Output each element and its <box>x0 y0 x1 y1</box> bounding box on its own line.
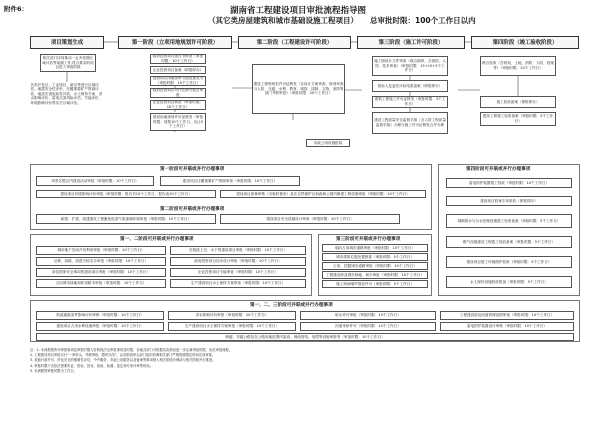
s1-enterprise-approval-text: 企业投资项目核准（审批时限：10个工作日） <box>152 100 204 109</box>
p4-item-text: 水土保持设施验收报备（审批时限：5个工作日） <box>470 279 548 284</box>
p12-item-text: 企业投资项目节能审查（审批时限：10个工作日） <box>197 270 279 275</box>
s1-enterprise-filing <box>150 66 206 74</box>
p123-bottom-row <box>36 333 574 341</box>
p1-item-text: 风景名胜区内建设活动审批（审批时限：10个工作日） <box>51 178 139 183</box>
p12-item-text: 涉及国家安全事项的建设项目审批（审批时限：10个工作日） <box>51 270 150 275</box>
panel-stage-1-2-title: 第一、二阶段可并联或并行办理事项 <box>120 237 194 242</box>
s1-enterprise-approval <box>150 100 206 110</box>
p4-item <box>446 178 572 188</box>
p4-item <box>446 236 572 248</box>
p4-item-text: 建设项目档案专项验收（即报即办） <box>480 198 538 203</box>
footnotes <box>30 348 580 374</box>
p123-item-text: 雷电防护装置设计审核（审批时限：10个工作日） <box>466 324 548 329</box>
stage-2-header: 第二阶段（工程建设许可阶段） <box>238 36 351 49</box>
p4-item <box>446 196 572 206</box>
s4-acceptance-filing-text: 竣工验收备案（即报即办） <box>496 99 540 104</box>
panel-stage-1-2-3-title: 第一、二、三阶段可并联或并行办理事项 <box>250 303 333 308</box>
footnote-line: 3. 其他行政许可、涉及安全的强制性评估、中介服务、市政公用服务以及备案等事项纳入相关阶段办理或与相关阶段并行推进。 <box>30 358 216 363</box>
s4-completion-filing <box>480 112 556 126</box>
p3-item <box>322 262 428 270</box>
p12-item <box>36 279 166 288</box>
panel-stage-3-title: 第三阶段可并联或并行办理事项 <box>336 237 401 242</box>
p123-bottom-row-text: 跨越、穿越公路及在公路用地范围内架设、埋设管线、电缆等设施审批等（审批时限：10个工作日） <box>225 334 385 339</box>
p3-item-text: 占用、挖掘城市道路审批（审批时限：10个工作日） <box>333 263 417 268</box>
p123-item-text: 洪水影响评价审批（审批时限：10个工作日） <box>195 313 269 318</box>
footnote-line: 注：1. 本流程图所列审批事项及审批时限为各阶段法定审批事项及时限，各地各部门可根据实际情况进一步压减审批时限，优化审批流程。 <box>30 348 233 352</box>
stage-0-note <box>30 82 104 132</box>
p3-item-text: 临时占用城市道路审批（审批时限：10个工作日） <box>334 245 416 250</box>
s1-feasibility <box>150 88 206 98</box>
p123-item <box>440 311 574 320</box>
time-limit: 总审批时限：100个工作日以内 <box>370 16 476 25</box>
page-title: 湖南省工程建设项目审批流程指导图 <box>230 6 367 16</box>
footnote-line: 4. 审批时限不含依法需要听证、招标、拍卖、检验、检测、鉴定和专家评审等时间。 <box>30 363 153 368</box>
s4-joint-acceptance <box>480 56 556 76</box>
p123-item-text: 航道通航条件影响评价审核（审批时限：10个工作日） <box>56 313 144 318</box>
p123-item <box>36 311 164 320</box>
s1-feasibility-text: 政府投资项目可行性研究报告审批 <box>152 88 204 97</box>
s3-construction-permit-text: 建筑工程施工许可证核发（审批时限：3个工作日） <box>374 97 446 106</box>
s2-utility-connection-text: 市政公用设施报装 <box>313 140 343 145</box>
p4-item <box>446 256 572 268</box>
p123-item <box>168 322 296 331</box>
footnote-line: 2. 工程建设项目审批实行"一家牵头、并联审批、限时办结"，由各阶段牵头部门组织协调相关部门严格按照限定时间完成审批。 <box>30 353 216 358</box>
p3-item <box>322 280 428 288</box>
p12-item <box>36 246 166 255</box>
p4-item-text: 城镇排水与污水处理设施竣工验收备案（审批时限：5个工作日） <box>457 218 561 223</box>
p2-item-text: 新建、扩建、改建建设工程避免危害气象探测环境审批（审批时限：10个工作日） <box>60 216 192 221</box>
stage-3-header: 第三阶段（施工许可阶段） <box>357 36 465 49</box>
attachment-label: 附件6： <box>4 5 29 13</box>
p12-item-text: 迁移、拆除、改建古树名木审批（审批时限：10个工作日） <box>53 259 149 264</box>
p3-item-text: 城市建筑垃圾处置核准（审批时限：5个工作日） <box>336 254 414 259</box>
p123-item <box>36 322 164 331</box>
p12-item-text: 占用城市绿地和砍伐树木审批（审批时限：10个工作日） <box>55 281 147 286</box>
p12-item <box>170 268 306 277</box>
p12-item <box>170 279 306 288</box>
s4-completion-filing-text: 建设工程竣工验收备案（审批时限：5个工作日） <box>482 114 554 123</box>
p12-item-text: 在航道上空、水下的建设项目审批（审批时限：10个工作日） <box>188 248 287 253</box>
page-subtitle: （其它类房屋建筑和城市基础设施工程项目） <box>208 16 358 25</box>
s1-site-selection <box>150 76 206 86</box>
panel-stage-4-title: 第四阶段可并联或并行办理事项 <box>466 167 531 172</box>
p1-item-text: 建设项目压覆重要矿产资源审批（审批时限：10个工作日） <box>182 178 278 183</box>
stage-0-box-text: 相关部门协同推动一会多张图区域评估等前期工作,符合要求的项目进入审批阶段 <box>42 56 94 70</box>
p123-item <box>300 311 436 320</box>
p12-item <box>170 246 306 255</box>
s1-land-permit-text: 建设用地规划许可证核发（审批时限：划拨10个工作日，出让5个工作日） <box>152 115 204 129</box>
stage-1-header: 第一阶段（立项用地规划许可阶段） <box>118 36 232 49</box>
s3-drawing-review <box>372 56 448 76</box>
s3-construction-permit <box>372 96 448 108</box>
p3-item <box>322 253 428 261</box>
p123-item <box>300 322 436 331</box>
p2-item <box>36 214 216 224</box>
s1-land-permit <box>150 113 206 131</box>
s3-drawing-review-text: 施工图设计文件审查（联合图审，含消防、人防、技术审查）（审批时限：15+15+5个工作日） <box>374 59 446 73</box>
p1-item <box>36 176 154 186</box>
p1-item <box>160 176 300 186</box>
stage-0-box <box>40 54 96 72</box>
p1-item <box>36 190 216 198</box>
s4-acceptance-filing <box>480 96 556 108</box>
p4-item-text: 建设项目竣工环境保护验收（审批时限：5个工作日） <box>466 259 552 264</box>
panel-stage-1-title: 第一阶段可并联或并行办理事项 <box>160 167 225 172</box>
s1-project-proposal-text: 政府投资项目建议书审批（审批时限：10个工作日） <box>152 54 204 63</box>
p3-item-text: 工程建设涉及城市绿地、树木审批（审批时限：10个工作日） <box>325 272 424 277</box>
p4-item <box>446 276 572 288</box>
p12-item <box>36 268 166 277</box>
p123-item-text: 建设项目占用水利设施审批（审批时限：10个工作日） <box>56 324 144 329</box>
stage-0-note-text: 各类开发区、工业园区、新区等进行区域评估。地震安全性评价、压覆重要矿产资源评估、地质灾害危险性评估、水土保持方案、洪水影响评价、雷电灾害风险评估、节能评价、环境影响评价等实行区域评估。 <box>30 82 103 105</box>
p2-item <box>220 214 400 224</box>
p12-item-text: 政府投资项目初步设计审批（审批时限：10个工作日） <box>194 259 282 264</box>
p123-item-text: 取水许可审批（审批时限：10个工作日） <box>335 313 401 318</box>
panel-stage-2-title: 第二阶段可并联或并行办理事项 <box>160 207 225 212</box>
p4-item-text: 雷电防护装置竣工验收（审批时限：10个工作日） <box>468 180 550 185</box>
p2-item-text: 建设项目安全设施设计审查（审批时限：10个工作日） <box>266 216 354 221</box>
s4-joint-acceptance-text: 联合验收（含规划、土地、消防、人防、档案等）（审批时限：10个工作日） <box>482 61 554 70</box>
stage-4-header: 第四阶段（竣工验收阶段） <box>471 36 579 49</box>
s1-site-selection-text: 建设项目用地预审与选址意见书（审批时限：10个工作日） <box>152 76 204 85</box>
s2-utility-connection <box>306 139 350 147</box>
p12-item-text: 城市地下空间开发利用审批（审批时限：10个工作日） <box>57 248 145 253</box>
p3-item-text: 施工现场噪声排放许可（审批时限：5个工作日） <box>336 281 414 286</box>
s3-quality-supervision <box>372 112 448 134</box>
s3-bid-filing-text: 招标人及委托评标结果备案（即报即办） <box>377 83 443 88</box>
s2-planning-permit-text: 建设工程规划类许可证核发（含设计方案审查，规划审查与人防、交通、水利、教育、城管、园林、文物、消防等部门并联审批）（审批时限：20个工作日） <box>253 82 344 96</box>
s3-bid-filing <box>372 80 448 92</box>
p123-item-text: 河道采砂许可（审批时限：10个工作日） <box>335 324 401 329</box>
p123-item <box>168 311 296 320</box>
s2-planning-permit <box>252 64 345 114</box>
p123-item-text: 生产建设项目水土保持方案审批（审批时限：10个工作日） <box>184 324 280 329</box>
s1-enterprise-filing-text: 企业投资项目备案（即报即办） <box>152 67 204 72</box>
p12-item-text: 生产建设项目水土保持方案审批（审批时限：10个工作日） <box>190 281 286 286</box>
p1-item-text: 建设项目环境影响评价审批（审批时限：报告书15个工作日，报告表10个工作日） <box>60 191 192 196</box>
p3-item <box>322 244 428 252</box>
p123-item-text: 工程建设涉及河道管理范围审批（审批时限：10个工作日） <box>459 313 555 318</box>
p4-item-text: 燃气设施建设工程竣工验收备案（审批时限：5个工作日） <box>462 239 556 244</box>
p4-item <box>446 214 572 228</box>
s1-project-proposal <box>150 54 206 64</box>
p1-item-text: 建设项目涉林审核（含临时使用）及在自然保护区和森林公园内修建工程设施审批（审批时限：10个工作日） <box>236 191 410 196</box>
p12-item <box>36 257 166 266</box>
footnote-line: 5. 本流程图审批时限为工作日。 <box>30 368 78 373</box>
stage-0-header: 项目策划生成 <box>30 36 104 49</box>
p123-item <box>440 322 574 331</box>
p1-item <box>220 190 426 198</box>
s3-quality-supervision-text: 建设工程质量安全监督手续（含人防工程质量监督手续）办理与施工许可证核发合并办理 <box>374 118 446 127</box>
p12-item <box>170 257 306 266</box>
p3-item <box>322 271 428 279</box>
